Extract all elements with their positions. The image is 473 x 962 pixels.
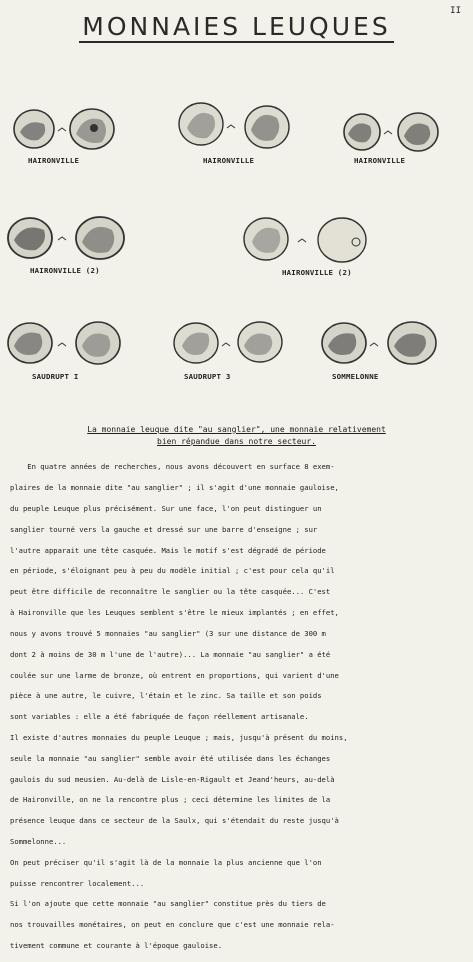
body-line: coulée sur une larme de bronze, où entrent en proportions, qui varient d'une (10, 670, 339, 680)
body-line: dont 2 à moins de 30 m l'une de l'autre)... La monnaie "au sanglier" a été (10, 649, 331, 659)
body-line: de Haironville, on ne la rencontre plus ; ceci détermine les limites de la (10, 795, 331, 805)
body-line: du peuple Leuque plus précisément. Sur une face, l'on peut distinguer un (10, 504, 322, 514)
coin-drawing (170, 318, 290, 368)
coin-label: HAIRONVILLE (354, 156, 406, 165)
coin-drawing (4, 212, 129, 264)
coin-pair-8 (318, 318, 443, 381)
page-title: MONNAIES LEUQUES (79, 14, 393, 43)
body-line: On peut préciser qu'il s'agit là de la monnaie la plus ancienne que l'on (10, 857, 322, 867)
body-text (10, 452, 465, 962)
coin-pair-4 (4, 212, 129, 275)
body-line: puisse rencontrer localement... (10, 878, 145, 888)
coin-pair-1 (10, 104, 120, 165)
coin-label: SAUDRUPT 3 (184, 372, 231, 381)
coin-label: HAIRONVILLE (2) (30, 266, 100, 275)
caption-line: La monnaie leuque dite "au sanglier", une monnaie relativement (87, 425, 386, 434)
body-line: présence leuque dans ce secteur de la Saulx, qui s'étendait du reste jusqu'à (10, 816, 339, 826)
body-line: Il existe d'autres monnaies du peuple Leuque ; mais, jusqu'à présent du moins, (10, 732, 348, 742)
body-line: seule la monnaie "au sanglier" semble avoir été utilisée dans les échanges (10, 753, 331, 763)
body-line: Si l'on ajoute que cette monnaie "au sanglier" constitue près du tiers de (10, 899, 326, 909)
coin-pair-3 (340, 108, 445, 165)
coin-pair-7 (170, 318, 290, 381)
coin-pair-6 (4, 318, 124, 381)
body-line: pièce à une autre, le cuivre, l'étain et le zinc. Sa taille et son poids (10, 691, 322, 701)
coin-drawing (10, 104, 120, 156)
coin-pair-2 (175, 98, 295, 165)
title-wrap (0, 14, 473, 43)
coin-label: HAIRONVILLE (203, 156, 255, 165)
coin-pair-5 (238, 212, 373, 277)
body-line: gaulois du sud meusien. Au-delà de Lisle-en-Rigault et Jeand'heurs, au-delà (10, 774, 335, 784)
coin-label: SAUDRUPT I (32, 372, 79, 381)
coin-drawing (4, 318, 124, 368)
caption (20, 424, 453, 448)
coin-label: HAIRONVILLE (2) (282, 268, 352, 277)
coin-drawing (238, 212, 373, 266)
body-line: l'autre apparait une tête casquée. Mais le motif s'est dégradé de période (10, 545, 326, 555)
coin-drawing (340, 108, 445, 156)
coin-drawing (318, 318, 443, 368)
body-line: peut être difficile de reconnaître le sanglier ou la tête casquée... C'est (10, 587, 331, 597)
page-number: II (450, 6, 461, 16)
body-line: à Haironville que les Leuques semblent s'être le mieux implantés ; en effet, (10, 608, 339, 618)
body-line: Sommelonne... (10, 837, 67, 847)
body-line: nos trouvailles monétaires, on peut en conclure que c'est une monnaie rela- (10, 920, 335, 930)
caption-line: bien répandue dans notre secteur. (157, 437, 316, 446)
body-line: nous y avons trouvé 5 monnaies "au sanglier" (3 sur une distance de 300 m (10, 628, 326, 638)
body-line: en période, s'éloignant peu à peu du modèle initial ; c'est pour cela qu'il (10, 566, 335, 576)
body-line: sanglier tourné vers la gauche et dressé sur une barre d'enseigne ; sur (10, 524, 318, 534)
body-line: tivement commune et courante à l'époque gauloise. (10, 941, 223, 951)
coin-drawing (175, 98, 295, 156)
body-line: En quatre années de recherches, nous avons découvert en surface 8 exem- (10, 462, 335, 472)
coin-label: SOMMELONNE (332, 372, 379, 381)
body-line: plaires de la monnaie dite "au sanglier" ; il s'agit d'une monnaie gauloise, (10, 483, 339, 493)
coin-label: HAIRONVILLE (28, 156, 80, 165)
body-line: sont variables : elle a été fabriquée de façon réellement artisanale. (10, 712, 309, 722)
